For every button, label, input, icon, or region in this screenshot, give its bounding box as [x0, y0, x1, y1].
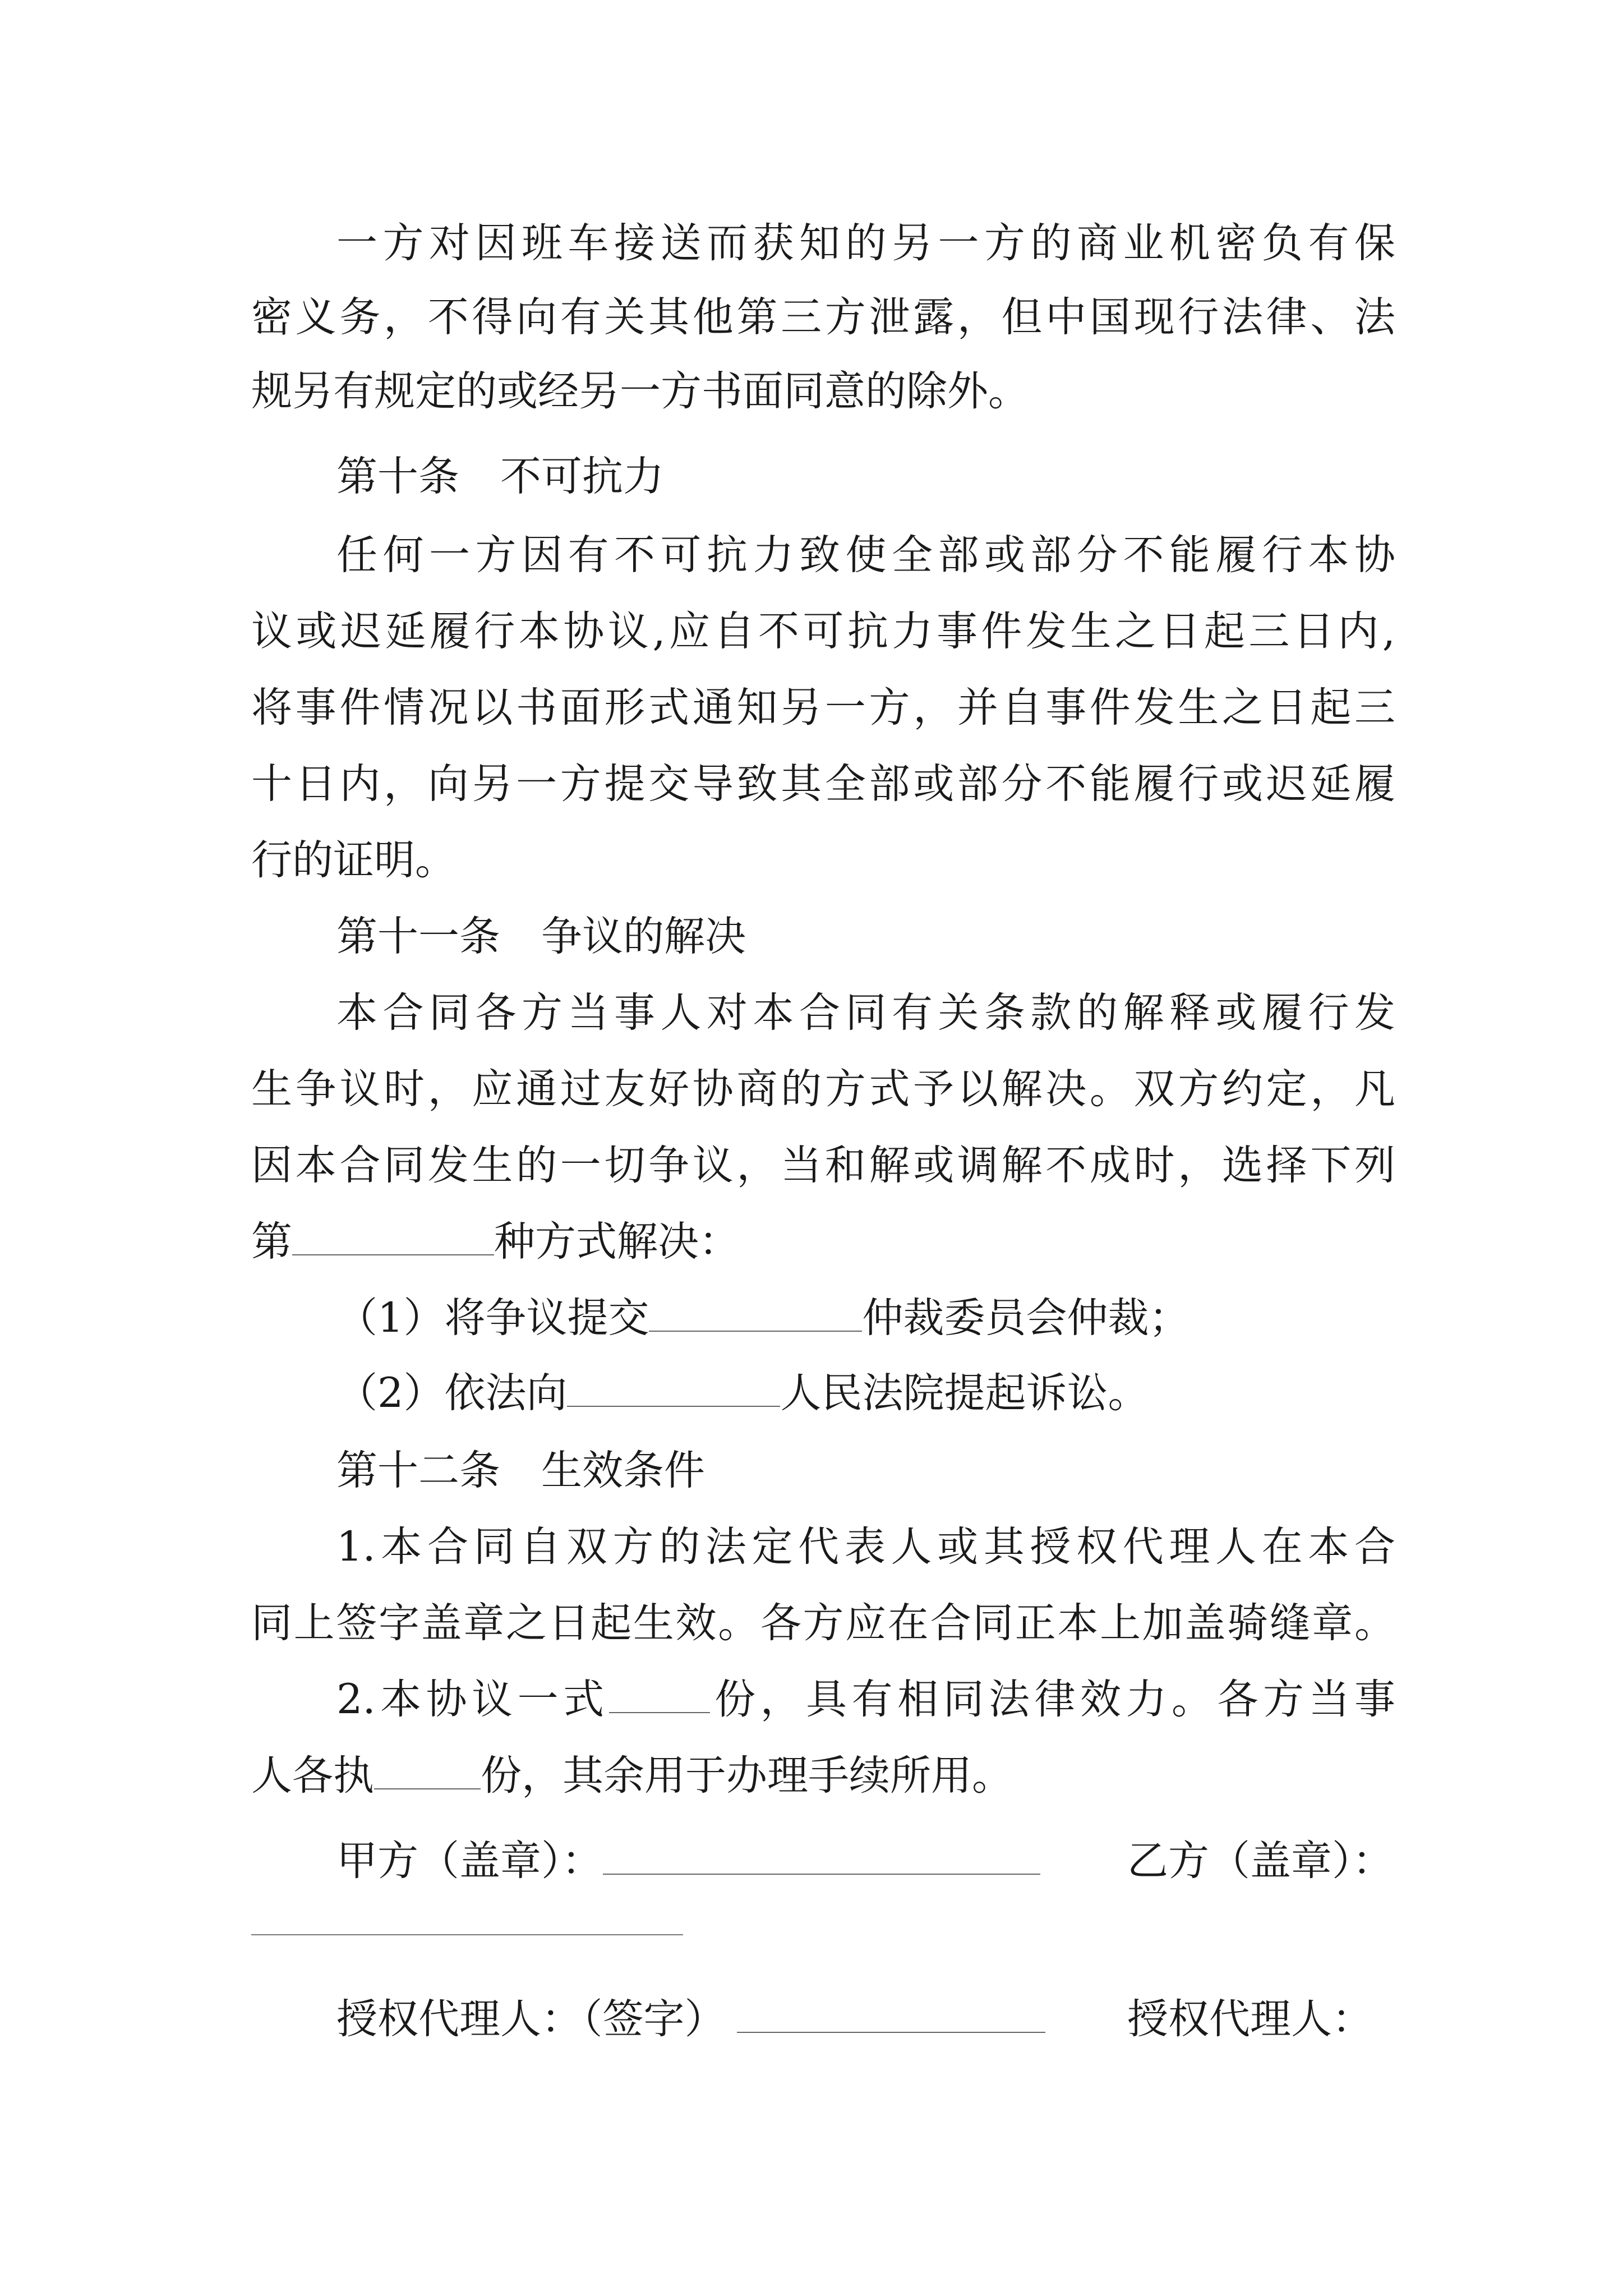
article-11-line-3: 因本合同发生的一切争议，当和解或调解不成时，选择下列	[251, 1142, 1395, 1189]
fill-in-blank[interactable]	[374, 1754, 481, 1789]
confidentiality-line-3: 规另有规定的或经另一方书面同意的除外。	[251, 367, 1029, 415]
article-10-line-3: 将事件情况以书面形式通知另一方，并自事件发生之日起三	[251, 684, 1395, 731]
party-a-seal-blank[interactable]	[603, 1839, 1040, 1875]
text-fragment: （1）将争议提交	[336, 1294, 649, 1342]
dispute-option-1	[336, 1285, 1395, 1352]
text-fragment: 人民法院提起诉讼。	[780, 1369, 1149, 1417]
article-12-heading: 第十二条 生效条件	[336, 1447, 705, 1494]
text-fragment: 份，具有相同法律效力。各方当事	[709, 1676, 1395, 1723]
confidentiality-line-1: 一方对因班车接送而获知的另一方的商业机密负有保	[336, 219, 1395, 267]
article-11-line-1: 本合同各方当事人对本合同有关条款的解释或履行发	[336, 989, 1395, 1037]
article-10-heading: 第十条 不可抗力	[336, 453, 664, 500]
article-12-item-2-line-2	[251, 1742, 1395, 1810]
text-fragment: （2）依法向	[336, 1369, 568, 1417]
fill-in-blank[interactable]	[649, 1296, 862, 1332]
party-b-agent-label: 授权代理人：	[1127, 1995, 1373, 2043]
text-fragment: 2.本协议一式	[336, 1676, 609, 1723]
fill-in-blank[interactable]	[292, 1220, 494, 1255]
text-fragment: 人各执	[251, 1752, 374, 1800]
fill-in-blank[interactable]	[567, 1371, 780, 1407]
article-12-item-2-line-1	[336, 1666, 1395, 1733]
text-fragment: 第	[251, 1218, 292, 1266]
article-11-line-2: 生争议时，应通过友好协商的方式予以解决。双方约定，凡	[251, 1065, 1395, 1113]
article-10-line-4: 十日内，向另一方提交导致其全部或部分不能履行或迟延履	[251, 760, 1395, 808]
article-10-line-1: 任何一方因有不可抗力致使全部或部分不能履行本协	[336, 531, 1395, 579]
dispute-option-2	[336, 1360, 1395, 1427]
party-b-seal-blank[interactable]	[251, 1934, 683, 1935]
article-12-item-1-line-2: 同上签字盖章之日起生效。各方应在合同正本上加盖骑缝章。	[251, 1599, 1395, 1647]
party-a-seal-label: 甲方（盖章）：	[336, 1837, 603, 1885]
fill-in-blank[interactable]	[609, 1677, 710, 1713]
party-a-agent-line	[336, 1986, 1045, 2053]
text-fragment: 份，其余用于办理手续所用。	[481, 1752, 1013, 1800]
confidentiality-line-2: 密义务，不得向有关其他第三方泄露，但中国现行法律、法	[251, 293, 1395, 341]
party-a-seal-line	[336, 1828, 1040, 1895]
text-fragment: 种方式解决：	[494, 1218, 740, 1266]
party-a-agent-label: 授权代理人：（签字）	[336, 1995, 726, 2043]
party-a-agent-blank[interactable]	[737, 1997, 1045, 2033]
party-b-seal-label: 乙方（盖章）：	[1127, 1837, 1394, 1885]
text-fragment: 仲裁委员会仲裁；	[862, 1294, 1190, 1342]
article-10-line-2: 议或迟延履行本协议,应自不可抗力事件发生之日起三日内,	[251, 608, 1395, 655]
article-11-line-4	[251, 1208, 1395, 1276]
article-11-heading: 第十一条 争议的解决	[336, 913, 746, 960]
article-12-item-1-line-1: 1.本合同自双方的法定代表人或其授权代理人在本合	[336, 1523, 1395, 1571]
article-10-line-5: 行的证明。	[251, 836, 456, 884]
